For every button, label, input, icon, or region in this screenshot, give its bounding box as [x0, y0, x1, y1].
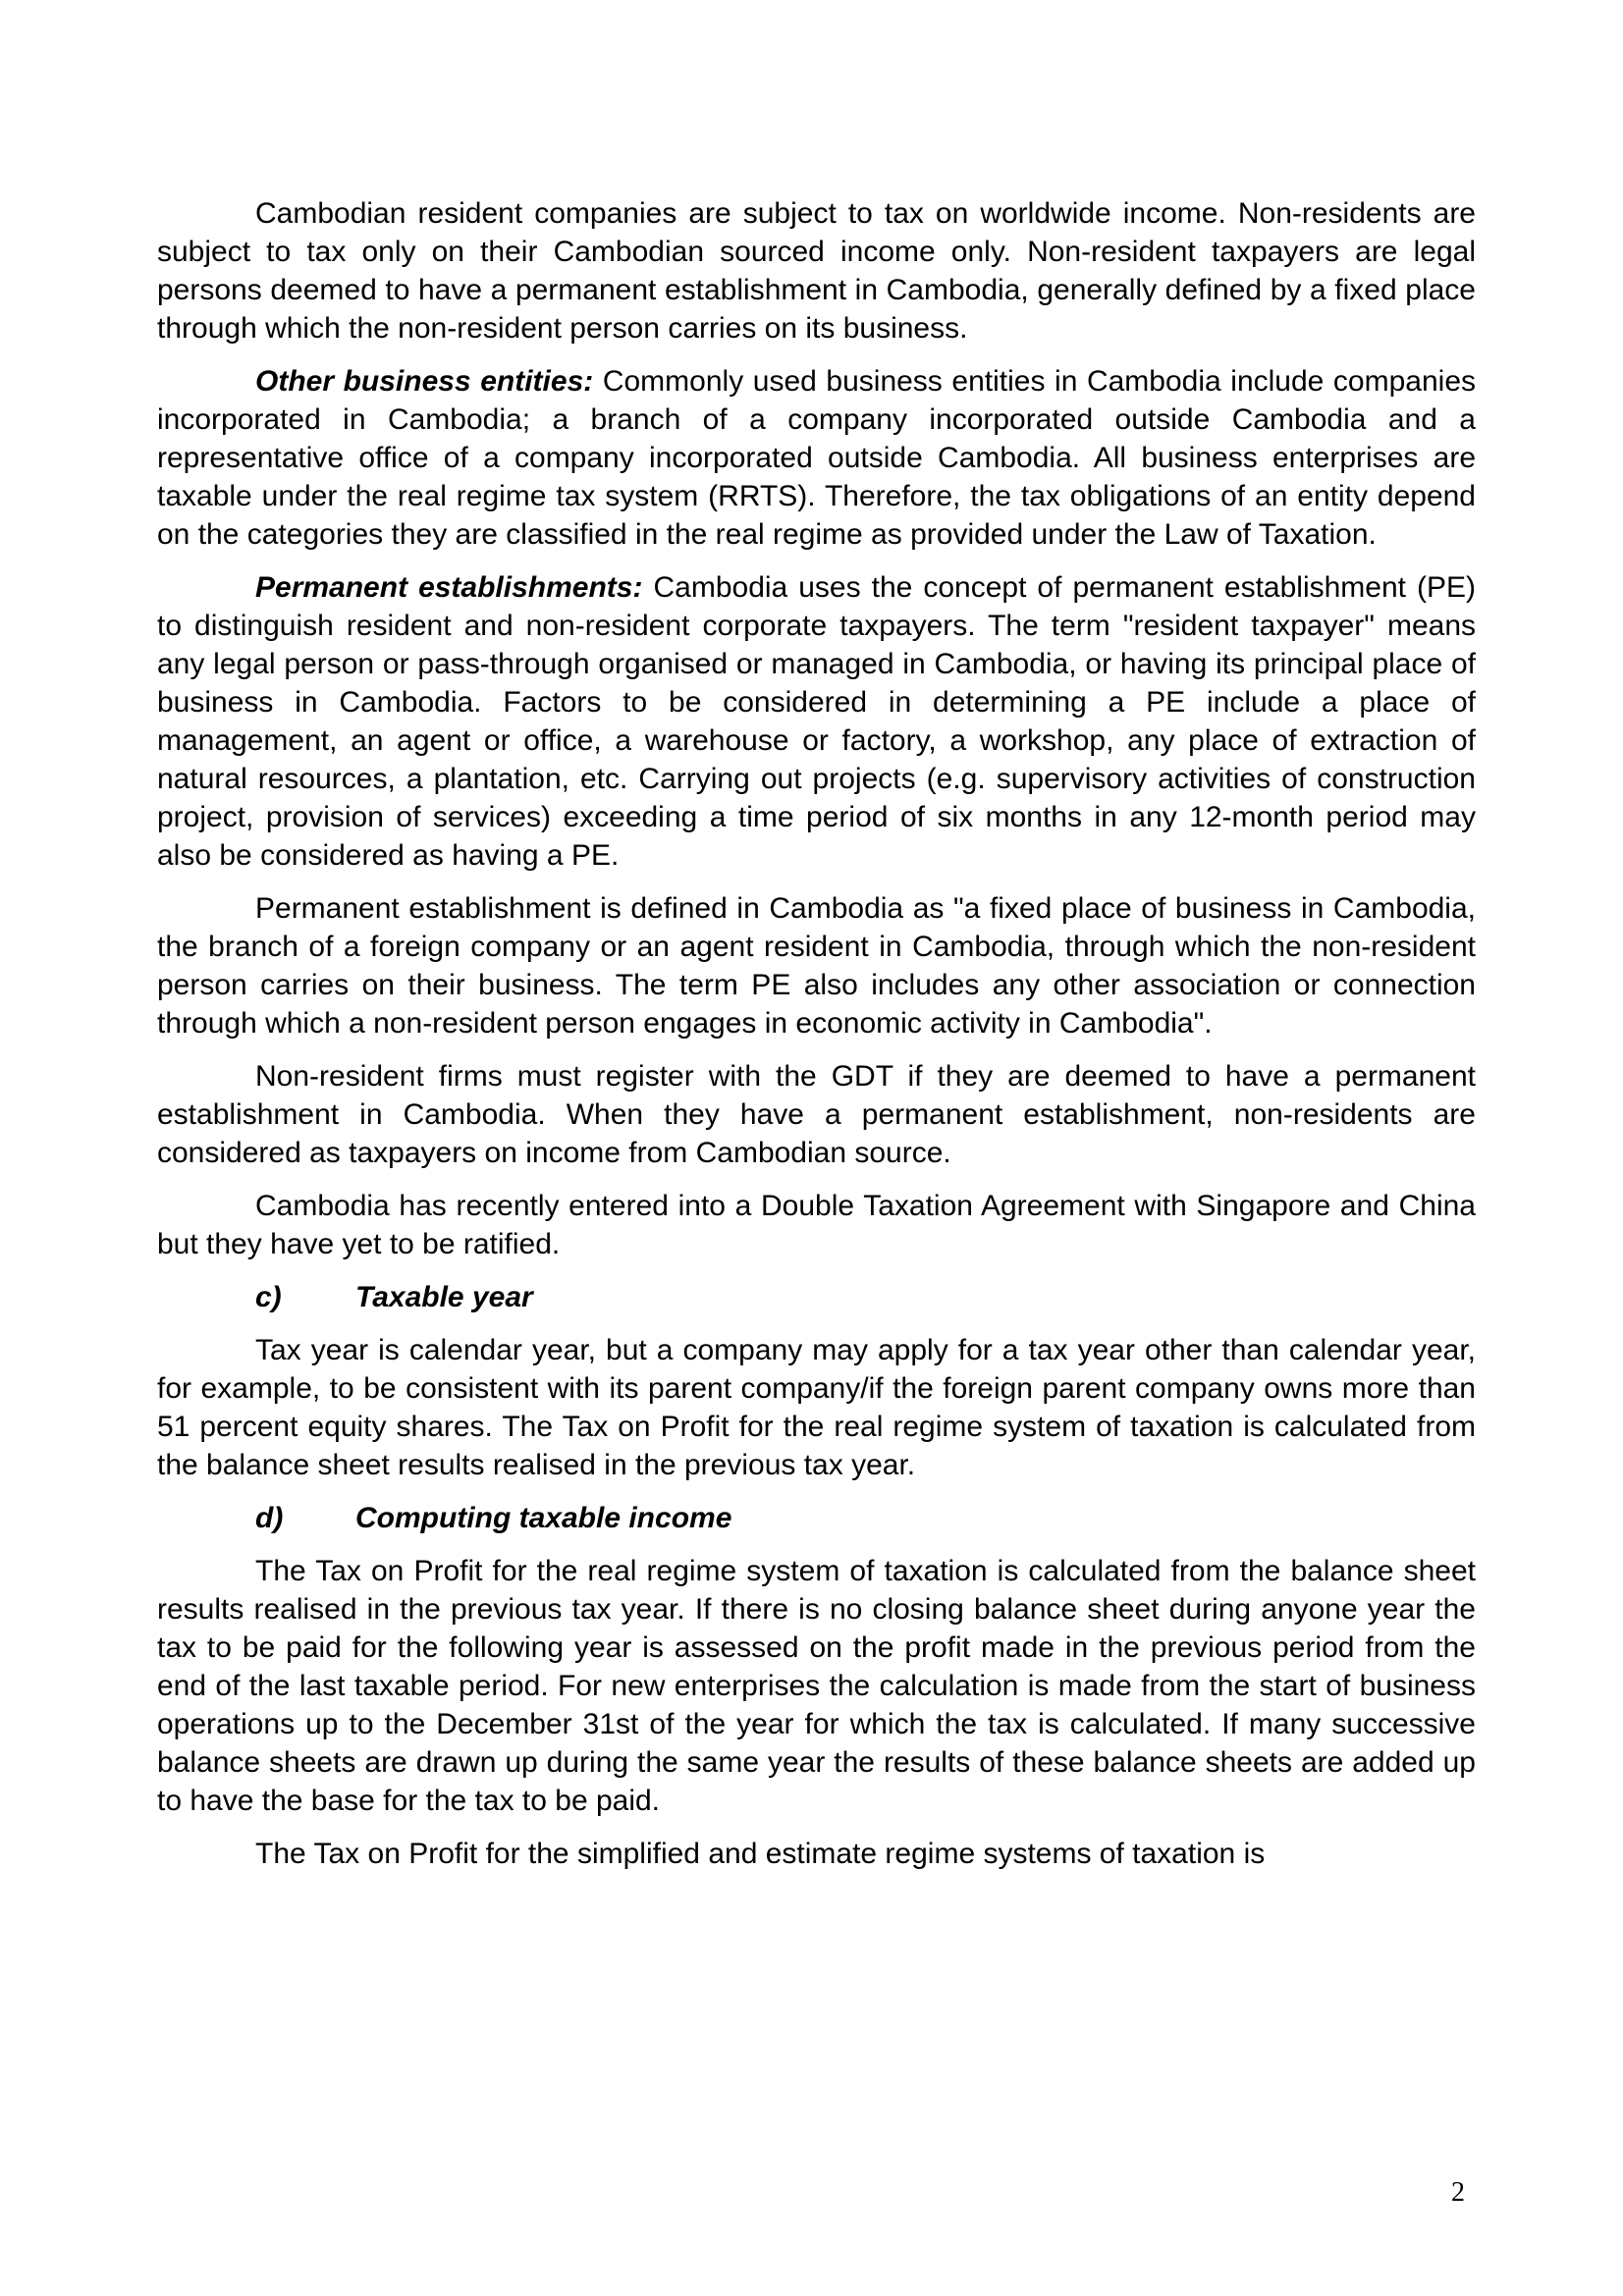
section-title: Computing taxable income [355, 1502, 732, 1534]
document-page [157, 194, 1476, 1888]
section-number: d) [255, 1502, 284, 1534]
paragraph-text: Cambodia uses the concept of permanent establishment (PE) to distinguish resident and non-resident corporate taxpayers. The term "resident taxpayer" means any legal person or pass-through organised or managed in Cambodia, or having its principal place of business in Cambodia. Factors to be considered in determining a PE include a place of management, an agent or office, a warehouse or factory, a workshop, any place of extraction of natural resources, a plantation, etc. Carrying out projects (e.g. supervisory activities of construction project, provision of services) exceeding a time period of six months in any 12-month period may also be considered as having a PE. [157, 571, 1476, 872]
term-other-business-entities: Other business entities: [255, 365, 594, 398]
section-heading-taxable-year [157, 1278, 1476, 1316]
term-permanent-establishments: Permanent establishments: [255, 571, 643, 604]
paragraph-double-taxation: Cambodia has recently entered into a Double Taxation Agreement with Singapore and China but they have yet to be ratified. [157, 1190, 1476, 1260]
paragraph-pe-definition: Permanent establishment is defined in Cambodia as "a fixed place of business in Cambodia, the branch of a foreign company or an agent resident in Cambodia, through which the non-resident person carries on their business. The term PE also includes any other association or connection through which a non-resident person engages in economic activity in Cambodia". [157, 892, 1476, 1040]
section-number: c) [255, 1281, 282, 1313]
paragraph-other-business-entities [157, 362, 1476, 554]
paragraph-tax-year: Tax year is calendar year, but a company may apply for a tax year other than calendar year, for example, to be consistent with its parent company/if the foreign parent company owns more than 51 percent equity shares. The Tax on Profit for the real regime system of taxation is calculated from the balance sheet results realised in the previous tax year. [157, 1334, 1476, 1481]
page-number: 2 [1451, 2177, 1465, 2208]
paragraph-non-resident-firms: Non-resident firms must register with the GDT if they are deemed to have a permanent establishment in Cambodia. When they have a permanent establishment, non-residents are considered as taxpayers on income from Cambodian source. [157, 1060, 1476, 1169]
paragraph-permanent-establishments [157, 568, 1476, 875]
paragraph-tax-on-profit-simplified: The Tax on Profit for the simplified and estimate regime systems of taxation is [255, 1838, 1266, 1870]
paragraph-text: Commonly used business entities in Cambodia include companies incorporated in Cambodia; a branch of a company incorporated outside Cambodia and a representative office of a company incorporated outside Cambodia. All business enterprises are taxable under the real regime tax system (RRTS). Therefore, the tax obligations of an entity depend on the categories they are classified in the real regime as provided under the Law of Taxation. [157, 365, 1477, 551]
paragraph-resident-companies: Cambodian resident companies are subject to tax on worldwide income. Non-residents are subject to tax only on their Cambodian sourced income only. Non-resident taxpayers are legal persons deemed to have a permanent establishment in Cambodia, generally defined by a fixed place through which the non-resident person carries on its business. [157, 197, 1476, 345]
paragraph-tax-on-profit-real-regime: The Tax on Profit for the real regime system of taxation is calculated from the balance sheet results realised in the previous tax year. If there is no closing balance sheet during anyone year the tax to be paid for the following year is assessed on the profit made in the previous period from the end of the last taxable period. For new enterprises the calculation is made from the start of business operations up to the December 31st of the year for which the tax is calculated. If many successive balance sheets are drawn up during the same year the results of these balance sheets are added up to have the base for the tax to be paid. [157, 1555, 1476, 1817]
section-title: Taxable year [355, 1281, 533, 1313]
section-heading-computing-taxable-income [157, 1499, 1476, 1537]
